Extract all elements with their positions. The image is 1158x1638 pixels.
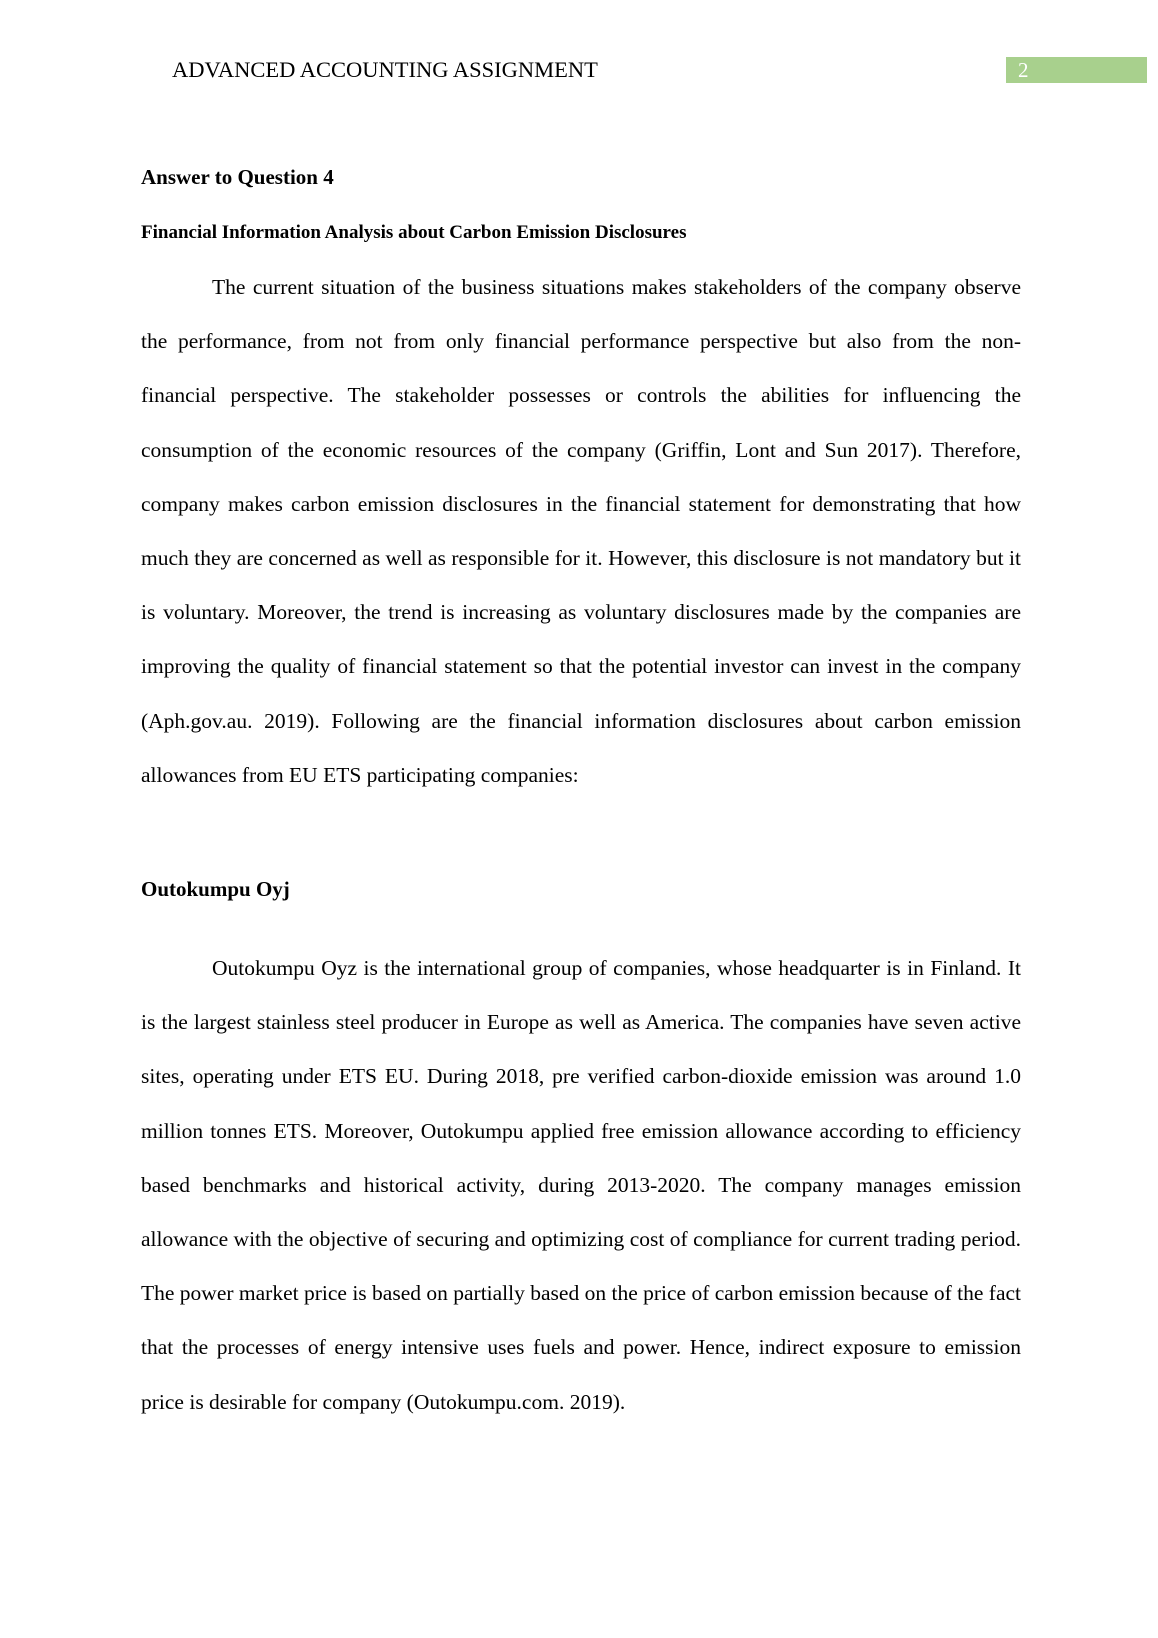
- heading-outokumpu-oyj: Outokumpu Oyj: [141, 877, 290, 901]
- heading-answer-question-4: Answer to Question 4: [141, 165, 334, 189]
- paragraph-outokumpu: Outokumpu Oyz is the international group of companies, whose headquarter is in Finland. It is the largest stainless steel producer in Europe as well as America. The companies have seven active sites, operating under ETS EU. During 2018, pre verified carbon-dioxide emission was around 1.0 million tonnes ETS. Moreover, Outokumpu applied free emission allowance according to efficiency based benchmarks and historical activity, during 2013-2020. The company manages emission allowance with the objective of securing and optimizing cost of compliance for current trading period. The power market price is based on partially based on the price of carbon emission because of the fact that the processes of energy intensive uses fuels and power. Hence, indirect exposure to emission price is desirable for company (Outokumpu.com. 2019).: [141, 956, 1021, 1414]
- paragraph-carbon-disclosures: The current situation of the business situations makes stakeholders of the company observe the performance, from not from only financial performance perspective but also from the non-financial perspective. The stakeholder possesses or controls the abilities for influencing the consumption of the economic resources of the company (Griffin, Lont and Sun 2017). Therefore, company makes carbon emission disclosures in the financial statement for demonstrating that how much they are concerned as well as responsible for it. However, this disclosure is not mandatory but it is voluntary. Moreover, the trend is increasing as voluntary disclosures made by the companies are improving the quality of financial statement so that the potential investor can invest in the company (Aph.gov.au. 2019). Following are the financial information disclosures about carbon emission allowances from EU ETS participating companies:: [141, 275, 1021, 787]
- running-head: ADVANCED ACCOUNTING ASSIGNMENT: [172, 57, 598, 82]
- heading-financial-information-analysis: Financial Information Analysis about Carbon Emission Disclosures: [141, 222, 687, 243]
- page-number-badge: [1006, 57, 1147, 83]
- page-header: [0, 0, 1158, 100]
- page-number: 2: [1018, 58, 1029, 82]
